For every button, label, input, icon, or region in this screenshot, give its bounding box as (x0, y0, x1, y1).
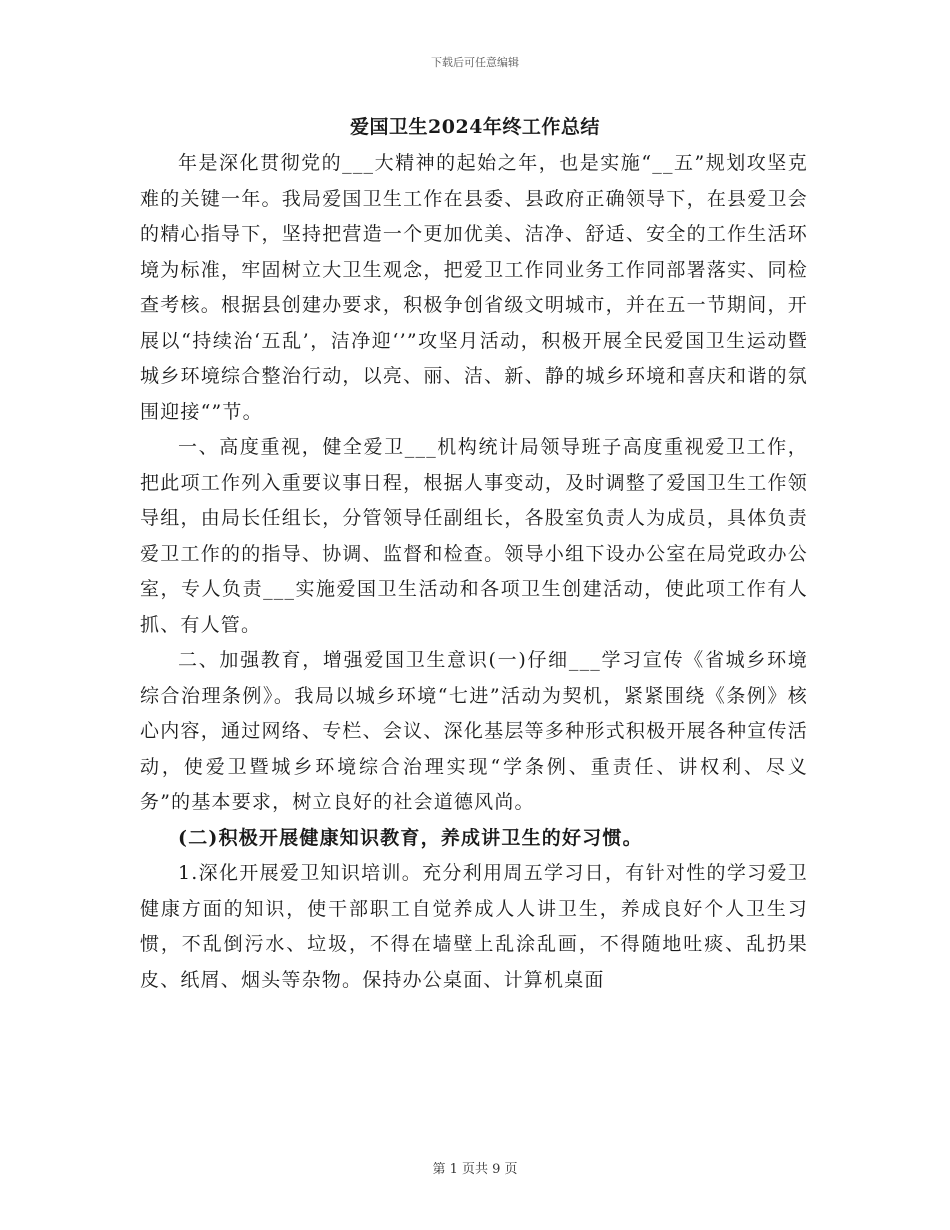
section-two-paragraph: 二、加强教育，增强爱国卫生意识(一)仔细___学习宣传《省城乡环境综合治理条例》。我局以城乡环境“七进”活动为契机，紧紧围绕《条例》核心内容，通过网络、专栏、会议、深化基层等多种形式积极开展各种宣传活动，使爱卫暨城乡环境综合治理实现“学条例、重责任、讲权利、尽义务”的基本要求，树立良好的社会道德风尚。 (140, 649, 808, 813)
intro-paragraph: 年是深化贯彻党的___大精神的起始之年，也是实施“__五”规划攻坚克难的关键一年。我局爱国卫生工作在县委、县政府正确领导下，在县爱卫会的精心指导下，坚持把营造一个更加优美、洁净、舒适、安全的工作生活环境为标准，牢固树立大卫生观念，把爱卫工作同业务工作同部署落实、同检查考核。根据县创建办要求，积极争创省级文明城市，并在五一节期间，开展以“持续治‘五乱’，洁净迎‘’”攻坚月活动，积极开展全民爱国卫生运动暨城乡环境综合整治行动，以亮、丽、洁、新、静的城乡环境和喜庆和谐的氛围迎接“”节。 (140, 152, 808, 423)
document-title: 爱国卫生2024年终工作总结 (350, 116, 600, 138)
page-footer: 第 1 页共 9 页 (432, 1162, 518, 1177)
document-body (140, 146, 808, 998)
subsection-heading: (二)积极开展健康知识教育，养成讲卫生的好习惯。 (178, 826, 643, 849)
item-one-paragraph: 1.深化开展爱卫知识培训。充分利用周五学习日，有针对性的学习爱卫健康方面的知识，使干部职工自觉养成人人讲卫生，养成良好个人卫生习惯，不乱倒污水、垃圾，不得在墙壁上乱涂乱画，不得随地吐痰、乱扔果皮、纸屑、烟头等杂物。保持办公桌面、计算机桌面 (140, 862, 808, 991)
header-note: 下载后可任意编辑 (431, 56, 519, 69)
section-one-paragraph: 一、高度重视，健全爱卫___机构统计局领导班子高度重视爱卫工作，把此项工作列入重要议事日程，根据人事变动，及时调整了爱国卫生工作领导组，由局长任组长，分管领导任副组长，各股室负责人为成员，具体负责爱卫工作的的指导、协调、监督和检查。领导小组下设办公室在局党政办公室，专人负责___实施爱国卫生活动和各项卫生创建活动，使此项工作有人抓、有人管。 (140, 436, 808, 636)
